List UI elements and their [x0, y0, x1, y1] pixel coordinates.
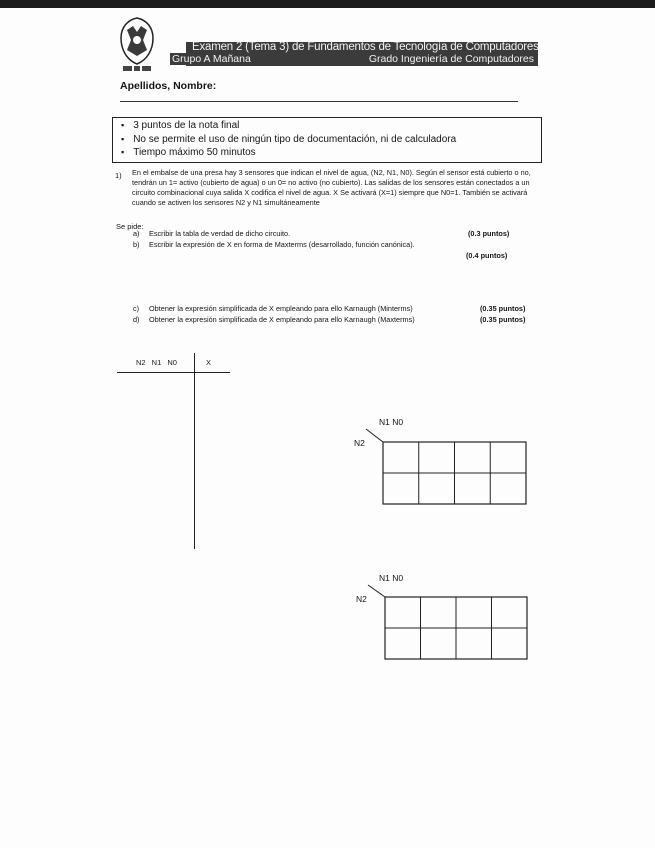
kmap-row-label: N2: [356, 594, 367, 604]
exam-title: Examen 2 (Tema 3) de Fundamentos de Tecnología de Computadores.: [192, 41, 542, 53]
exam-group: Grupo A Mañana: [172, 53, 251, 65]
kmap-grid: [352, 568, 532, 668]
task-text: Escribir la tabla de verdad de dicho circuito.: [149, 229, 291, 238]
task-b: [133, 240, 415, 249]
task-text: Obtener la expresión simplificada de X empleando para ello Karnaugh (Maxterms): [149, 315, 415, 324]
rule-item: ▪ No se permite el uso de ningún tipo de documentación, ni de calculadora: [121, 133, 541, 147]
student-name-line: [120, 101, 518, 102]
task-text: Escribir la expresión de X en forma de Maxterms (desarrollado, función canónica).: [149, 240, 415, 249]
task-c: [133, 304, 413, 313]
task-a-points: (0.3 puntos): [468, 229, 510, 238]
task-d-points: (0.35 puntos): [480, 315, 526, 324]
karnaugh-map-maxterms: [352, 568, 532, 668]
kmap-column-label: N1 N0: [379, 573, 404, 583]
se-pide-label: Se pide:: [116, 222, 144, 231]
truth-table-divider: [194, 353, 195, 549]
kmap-column-label: N1 N0: [379, 417, 404, 427]
exam-degree: Grado Ingeniería de Computadores: [368, 53, 534, 65]
task-letter: c): [133, 304, 140, 313]
university-crest-logo: [113, 16, 161, 76]
task-letter: d): [133, 315, 140, 324]
karnaugh-map-minterms: [350, 412, 530, 512]
task-letter: a): [133, 229, 140, 238]
task-b-points: (0.4 puntos): [466, 251, 508, 260]
scan-top-edge: [0, 0, 655, 8]
truth-table-output-header: X: [206, 358, 212, 367]
truth-table-header-rule: [117, 372, 230, 373]
question-number: 1): [115, 171, 122, 180]
exam-rules-box: [112, 117, 542, 163]
truth-table-input-header: N2 N1 N0: [136, 358, 177, 367]
task-a: [133, 229, 290, 238]
rule-item: ▪ 3 puntos de la nota final: [121, 119, 541, 133]
question-statement: En el embalse de una presa hay 3 sensores que indican el nivel de agua, (N2, N1, N0). Según el sensor está cubierto o no, tendrán un 1= activo (cubierto de agua) o un 0= no activo (no cubierto). Las salidas de los sensores están conectados a un circuito combinacional cuya salida X codifica el nivel de agua. X Se activará (X=1) siempre que N0=1. También se activará cuando se activen los sensores N2 y N1 simultáneamente: [132, 168, 531, 208]
task-d: [133, 315, 415, 324]
task-text: Obtener la expresión simplificada de X empleando para ello Karnaugh (Minterms): [149, 304, 413, 313]
kmap-grid: [350, 412, 530, 512]
task-c-points: (0.35 puntos): [480, 304, 526, 313]
student-name-label: Apellidos, Nombre:: [120, 80, 217, 92]
kmap-row-label: N2: [354, 438, 365, 448]
task-letter: b): [133, 240, 140, 249]
rule-item: ▪ Tiempo máximo 50 minutos: [121, 146, 541, 160]
exam-header-banner: [172, 41, 542, 66]
